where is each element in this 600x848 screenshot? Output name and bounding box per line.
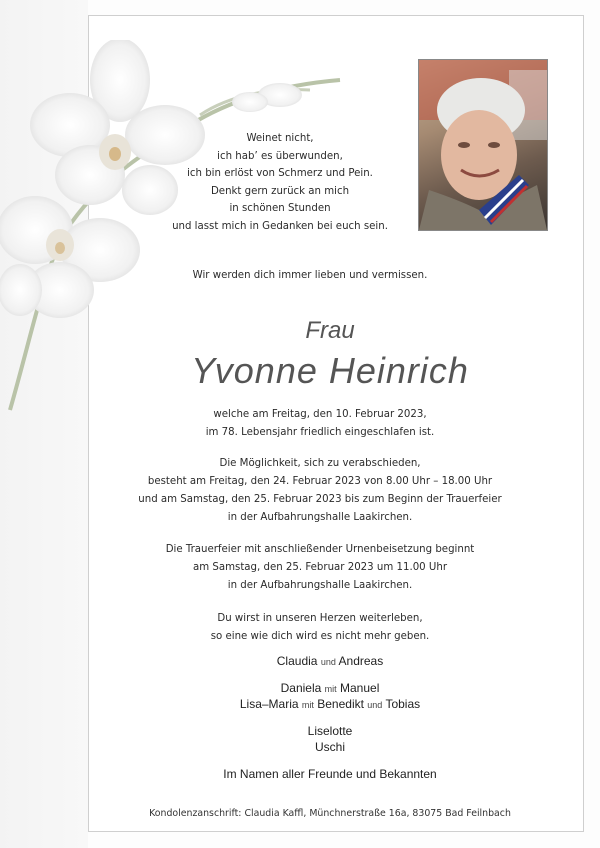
friends-line: Im Namen aller Freunde und Bekannten <box>223 767 437 781</box>
ceremony-info <box>130 541 510 595</box>
text-line: im 78. Lebensjahr friedlich eingeschlafen ist. <box>205 427 435 438</box>
poem-line: ich bin erlöst von Schmerz und Pein. <box>187 168 373 180</box>
family-name: Manuel <box>340 681 380 695</box>
farewell-info <box>130 455 510 527</box>
text-line: und am Samstag, den 25. Februar 2023 bis zum Beginn der Trauerfeier <box>138 494 502 505</box>
text-line: so eine wie dich wird es nicht mehr geben. <box>210 631 430 642</box>
poem-line: Denkt gern zurück an mich <box>210 185 350 197</box>
poem <box>170 130 390 236</box>
family-name: Lisa–Maria <box>239 697 299 711</box>
title-frau: Frau <box>305 317 355 344</box>
text-line: besteht am Freitag, den 24. Februar 2023 von 8.00 Uhr – 18.00 Uhr <box>147 476 493 487</box>
family-uschi: Uschi <box>314 740 345 754</box>
connector-word: und <box>367 700 383 710</box>
text-line: in der Aufbahrungshalle Laakirchen. <box>227 580 413 591</box>
connector-word: mit <box>301 700 314 710</box>
family-name: Benedikt <box>317 697 364 711</box>
poem-line: ich hab’ es überwunden, <box>217 150 343 162</box>
family-name: Claudia <box>276 654 318 668</box>
family-liselotte: Liselotte <box>307 724 353 738</box>
text-line: in der Aufbahrungshalle Laakirchen. <box>227 512 413 523</box>
family-name: Daniela <box>280 681 322 695</box>
text-line: Die Möglichkeit, sich zu verabschieden, <box>219 458 421 469</box>
connector-word: mit <box>324 684 337 694</box>
deceased-name: Yvonne Heinrich <box>191 350 469 391</box>
love-line: Wir werden dich immer lieben und vermissen. <box>192 270 428 281</box>
text-line: am Samstag, den 25. Februar 2023 um 11.00 Uhr <box>192 562 448 573</box>
family-name: Tobias <box>385 697 421 711</box>
family-lisa-benedikt-tobias <box>160 696 500 714</box>
poem-line: in schönen Stunden <box>229 203 331 215</box>
closing-verse <box>130 610 510 646</box>
connector-word: und <box>320 657 336 667</box>
text-line: Du wirst in unseren Herzen weiterleben, <box>217 613 423 624</box>
condolence-address: Kondolenzanschrift: Claudia Kaffl, Münchnerstraße 16a, 83075 Bad Feilnbach <box>149 808 511 819</box>
family-name: Andreas <box>338 654 384 668</box>
death-notice <box>130 406 510 442</box>
text-line: Die Trauerfeier mit anschließender Urnenbeisetzung beginnt <box>165 544 475 555</box>
family-claudia-andreas <box>160 653 500 671</box>
text-line: welche am Freitag, den 10. Februar 2023, <box>213 409 427 420</box>
portrait-photo <box>418 59 548 231</box>
poem-line: Weinet nicht, <box>246 133 314 144</box>
poem-line: und lasst mich in Gedanken bei euch sein. <box>172 220 388 232</box>
